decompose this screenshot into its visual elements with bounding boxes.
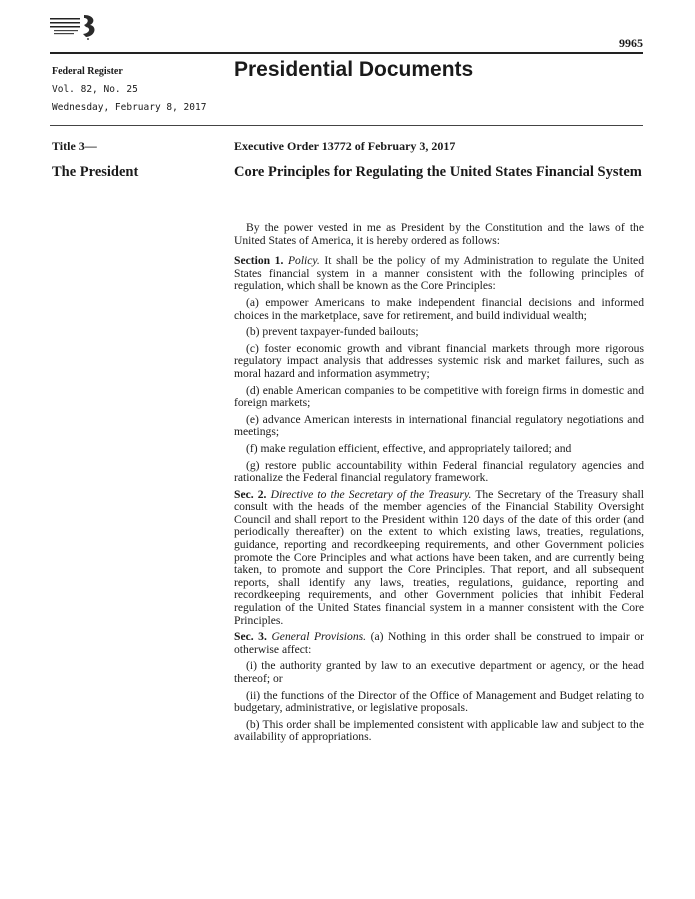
president-label: The President — [52, 164, 139, 180]
section-3-paragraph — [234, 631, 644, 656]
page-number: 9965 — [619, 36, 643, 50]
gpo-logo — [50, 12, 100, 42]
publication-date: Wednesday, February 8, 2017 — [52, 102, 207, 113]
section-3-title: General Provisions. — [271, 630, 367, 644]
header-rule — [50, 125, 643, 126]
section-2-title: Directive to the Secretary of the Treasury. — [270, 487, 472, 501]
executive-order-title: Core Principles for Regulating the United States Financial System — [234, 164, 642, 180]
principle-item: (a) empower Americans to make independent financial decisions and informed choices in the marketplace, save for retirement, and build individual wealth; — [234, 295, 644, 322]
section-1-title: Policy. — [287, 254, 320, 268]
principle-item: (e) advance American interests in international financial regulatory negotiations and meetings; — [234, 412, 644, 439]
gpo-eagle-icon — [50, 12, 100, 42]
principle-item: (d) enable American companies to be competitive with foreign firms in domestic and foreign markets; — [234, 383, 644, 410]
principle-item: (f) make regulation efficient, effective, and appropriately tailored; and — [246, 441, 572, 455]
section-title: Presidential Documents — [234, 58, 474, 81]
section-2-text: The Secretary of the Treasury shall consult with the heads of the member agencies of the Financial Stability Oversight Council and shall report to the President within 120 days of the date of this order (and periodically thereafter) on the extent to which existing laws, treaties, regulations, guidance, reporting and recordkeeping requirements, and other Government policies promote the Core Principles and what actions have been taken, and are currently being taken, to promote and support the Core Principles. That report, and all subsequent reports, shall identify any laws, treaties, regulations, guidance, reporting and recordkeeping requirements, and other Government policies that inhibit Federal regulation of the United States financial system in a manner consistent with the Core Principles. — [234, 487, 644, 627]
executive-order-number: Executive Order 13772 of February 3, 2017 — [234, 139, 456, 153]
section-1-text: It shall be the policy of my Administration to regulate the United States financial system in a manner consistent with the following principles of regulation, which shall be known as the Core Principles: — [234, 254, 644, 293]
provision-item: (ii) the functions of the Director of the Office of Management and Budget relating to budgetary, administrative, or legislative proposals. — [234, 688, 644, 715]
section-3-text: (a) Nothing in this order shall be construed to impair or otherwise affect: — [234, 630, 644, 656]
section-2-label: Sec. 2. — [234, 487, 267, 501]
intro-paragraph: By the power vested in me as President by the Constitution and the laws of the United States of America, it is hereby ordered as follows: — [234, 221, 644, 247]
provision-item: (i) the authority granted by law to an executive department or agency, or the head thereof; or — [234, 659, 644, 685]
section-3-label: Sec. 3. — [234, 630, 267, 644]
title-label: Title 3— — [52, 139, 97, 153]
principle-item: (g) restore public accountability within Federal financial regulatory agencies and rationalize the Federal financial regulatory framework. — [234, 458, 644, 485]
section-2-paragraph — [234, 489, 644, 628]
section-1-paragraph — [234, 255, 644, 293]
volume-info: Vol. 82, No. 25 — [52, 84, 138, 95]
order-body — [234, 222, 644, 748]
publication-name: Federal Register — [52, 66, 123, 77]
principle-item: (c) foster economic growth and vibrant financial markets through more rigorous regulatory impact analysis that addresses systemic risk and market failures, such as moral hazard and information asymmetry; — [234, 341, 644, 380]
principle-item: (b) prevent taxpayer-funded bailouts; — [246, 325, 419, 339]
provision-b-paragraph: (b) This order shall be implemented consistent with applicable law and subject to the availability of appropriations. — [234, 717, 644, 744]
top-rule — [50, 52, 643, 54]
section-1-label: Section 1. — [234, 254, 284, 268]
